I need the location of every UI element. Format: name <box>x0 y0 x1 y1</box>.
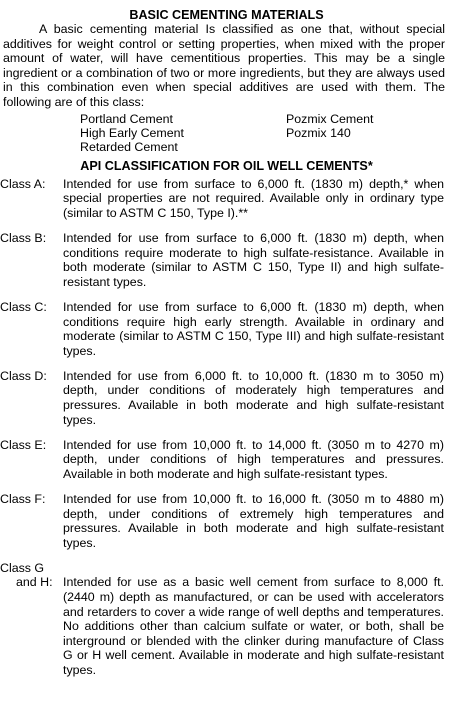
class-label: Class E: <box>0 437 47 452</box>
class-entry-c <box>0 300 449 358</box>
class-description: Intended for use as a basic well cement from surface to 8,000 ft. (2440 m) depth as manufactured, or can be used with accelerators and retarders to cover a wide range of well depths and temperatures. No additions other than calcium sulfate or water, or both, shall be interground or blended with the clinker during manufacture of Class G or H well cement. Available in moderate and high sulfate-resistant types. <box>63 575 444 677</box>
class-entry-g-h <box>0 561 449 678</box>
cement-list <box>80 112 449 155</box>
cement-list-right <box>286 112 436 155</box>
class-label: Class B: <box>0 231 47 246</box>
class-entry-b <box>0 231 449 289</box>
cement-item: High Early Cement <box>80 125 184 140</box>
class-description: Intended for use from surface to 6,000 ft. (1830 m) depth, when conditions require high early strength. Available in ordinary and moderate (similar to ASTM C 150, Type III) and high sulfate-resistant types. <box>63 299 444 358</box>
cement-item: Pozmix 140 <box>286 125 351 140</box>
class-label: Class F: <box>0 491 46 506</box>
api-classification-title: API CLASSIFICATION FOR OIL WELL CEMENTS* <box>80 158 373 173</box>
class-description: Intended for use from surface to 6,000 ft. (1830 m) depth,* when special properties are not required. Available only in ordinary type (similar to ASTM C 150, Type I).** <box>63 176 444 220</box>
class-label: Class D: <box>0 368 47 383</box>
cement-item: Retarded Cement <box>80 140 178 155</box>
basic-materials-title: BASIC CEMENTING MATERIALS <box>129 8 324 22</box>
cement-list-left <box>80 112 286 155</box>
basic-materials-paragraph: A basic cementing material Is classified as one that, without special additives for weight control or setting properties, when mixed with the proper amount of water, will have cementitious properties. This may be a single ingredient or a combination of two or more ingredients, but they are always used in this combination even when special additives are used with them. The following are of this class: <box>3 22 445 109</box>
class-g-h-row <box>0 575 449 677</box>
class-description: Intended for use from 10,000 ft. to 16,000 ft. (3050 m to 4880 m) depth, under conditions of extremely high temperatures and pressures. Available in both moderate and high sulfate-resistant types. <box>63 491 444 550</box>
class-entry-f <box>0 492 449 550</box>
class-description: Intended for use from surface to 6,000 ft. (1830 m) depth, when conditions require moderate to high sulfate-resistance. Available in both moderate (similar to ASTM C 150, Type II) and high sulfate-resistant types. <box>63 231 444 289</box>
cement-item: Pozmix Cement <box>286 111 374 126</box>
cement-item: Portland Cement <box>80 111 173 126</box>
class-entry-e <box>0 438 449 482</box>
document-page <box>0 8 449 678</box>
class-label: Class C: <box>0 299 47 314</box>
class-label-line2: and H: <box>16 575 53 590</box>
class-label-line1: Class G <box>0 560 45 575</box>
class-description: Intended for use from 6,000 ft. to 10,000 ft. (1830 m to 3050 m) depth, under conditions of moderately high temperatures and pressures. Available in both moderate and high sulfate-resistant types. <box>63 368 444 427</box>
class-entry-a <box>0 177 449 221</box>
class-entry-d <box>0 369 449 427</box>
class-label: Class A: <box>0 176 46 191</box>
class-description: Intended for use from 10,000 ft. to 14,000 ft. (3050 m to 4270 m) depth, under conditions of high temperatures and pressures. Available in both moderate and high sulfate-resistant types. <box>63 437 444 481</box>
